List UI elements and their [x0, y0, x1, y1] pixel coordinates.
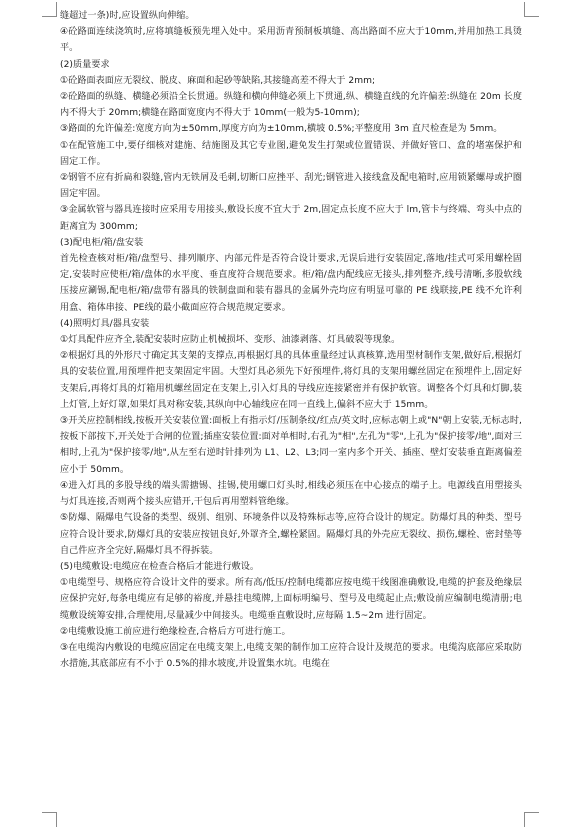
section-heading: (3)配电柜/箱/盘安装 — [60, 237, 144, 248]
paragraph: ②钢管不应有折扁和裂缝,管内无铁屑及毛刺,切断口应挫平、刮光;钢管进入接线盒及配电箱时,应用锁紧螺母或护圈固定牢固。 — [60, 173, 522, 200]
paragraph: ①砼路面表面应无裂纹、脱皮、麻面和起砂等缺陷,其接缝高差不得大于 2mm; — [60, 75, 376, 86]
crop-mark-bottom-right — [524, 812, 539, 827]
paragraph: ①在配管施工中,要仔细核对建施、结施图及其它专业图,避免发生打架或位置错误、并做好管口、盒的堵塞保护和固定工作。 — [60, 140, 522, 167]
paragraph: 缝超过一条)时,应设置纵向伸缩。 — [60, 11, 195, 21]
paragraph: 首先检查核对柜/箱/盘型号、排列顺序、内部元件是否符合设计要求,无误后进行安装固定,落地/挂式可采用螺栓固定,安装时应使柜/箱/盘体的水平度、垂直度符合规范要求。柜/箱/盘内配线应无接头,排列整齐,线号清晰,多股软线压接应涮锡,配电柜/箱/盘带有器具的铁制盘面和装有器具的金属外壳均应有明显可靠的 PE 线联接,PE 线不允许利用盒、箱体串接、PE线的最小截面应符合规范规定要求。 — [60, 254, 522, 313]
paragraph: ①灯具配件应齐全,装配安装时应防止机械损坏、变形、油漆剥落、灯具破裂等现象。 — [60, 335, 401, 346]
crop-mark-bottom-left — [42, 812, 57, 827]
crop-mark-top-left — [42, 2, 57, 17]
paragraph: ④砼路面连续浇筑时,应将填缝板预先埋入处中。采用沥青预制板填缝、高出路面不应大于10mm,并用加热工具烫平。 — [60, 27, 522, 54]
paragraph: ③在电缆沟内敷设的电缆应固定在电缆支架上,电缆支架的制作加工应符合设计及规范的要求。电缆沟底部应采取防水措施,其底部应有不小于 0.5%的排水坡度,并设置集水坑。电缆在 — [60, 642, 522, 670]
paragraph: ③金属软管与器具连接时应采用专用接头,敷设长度不宜大于 2m,固定点长度不应大于 lm,管卡与终端、弯头中点的距离宜为 300mm; — [60, 205, 522, 232]
paragraph: ②砼路面的纵缝、横缝必须沿全长贯通。纵缝和横向伸缝必须上下贯通,纵、横缝直线的允许偏差:纵缝在 20m 长度内不得大于 20mm;横缝在路面宽度内不得大于 10mm(一般为5-10mm); — [60, 92, 522, 119]
paragraph: ③开关应控制相线,按板开关安装位置:面板上有指示灯/压制条纹/红点/英文时,应标志朝上或"N"朝上安装,无标志时,按板下部按下,开关处于合闸的位置;插座安装位置:面对单相时,右孔为"相",左孔为"零",上孔为"保护接零/地",面对三相时,上孔为"保护接零/地",从左至右逆时针排列为 L1、L2、L3;同一室内多个开关、插座、壁灯安装垂直距离偏差应小于 50mm。 — [60, 416, 522, 475]
paragraph: ②根据灯具的外形尺寸确定其支架的支撑点,再根据灯具的具体重量经过认真核算,选用型材制作支架,做好后,根据灯具的安装位置,用预埋件把支架固定牢固。大型灯具必须先下好预埋件,将灯具的支架用螺丝固定在预埋件上,固定好支架后,再将灯具的灯箱用机螺丝固定在支架上,引入灯具的导线应连接紧密并有保护软管。调整各个灯具和灯脚,装上灯管,上好灯罩,如果灯具对称安装,其纵向中心轴线应在同一直线上,偏斜不应大于 15mm。 — [60, 351, 522, 410]
crop-mark-top-right — [524, 2, 539, 17]
document-body — [60, 8, 522, 672]
paragraph: ①电缆型号、规格应符合设计文件的要求。所有高/低压/控制电缆都应按电缆干线图准确敷设,电缆的护套及绝缘层应保护完好,每条电缆应有足够的裕度,并悬挂电缆牌,上面标明编号、型号及电缆起止点;敷设前应编制电缆清册;电缆敷设统筹安排,合理使用,尽量减少中间接头。电缆垂直敷设时,应每隔 1.5~2m 进行固定。 — [60, 578, 522, 621]
section-heading: (5)电缆敷设:电缆应在检查合格后才能进行敷设。 — [60, 561, 260, 572]
section-heading: (2)质量要求 — [60, 59, 110, 70]
paragraph: ②电缆敷设施工前应进行绝缘检查,合格后方可进行施工。 — [60, 626, 291, 637]
paragraph: ③路面的允许偏差:宽度方向为±50mm,厚度方向为±10mm,横坡 0.5%;平整度用 3m 直尺检查是为 5mm。 — [60, 124, 503, 135]
paragraph: ⑤防爆、隔爆电气设备的类型、级别、组别、环境条件以及特殊标志等,应符合设计的规定。防爆灯具的种类、型号应符合设计要求,防爆灯具的安装应按钮良好,外罩齐全,螺栓紧固。隔爆灯具的外壳应无裂纹、损伤,螺栓、密封垫等自己件应齐全完好,隔爆灯具不得拆装。 — [60, 513, 522, 556]
paragraph: ④进入灯具的多股导线的端头需搪锡、挂锡,使用螺口灯头时,相线必须压在中心接点的端子上。电源线直用塑接头与灯具连接,否则两个接头应错开,干包后再用塑料管绝缘。 — [60, 480, 522, 508]
section-heading: (4)照明灯具/器具安装 — [60, 318, 150, 329]
